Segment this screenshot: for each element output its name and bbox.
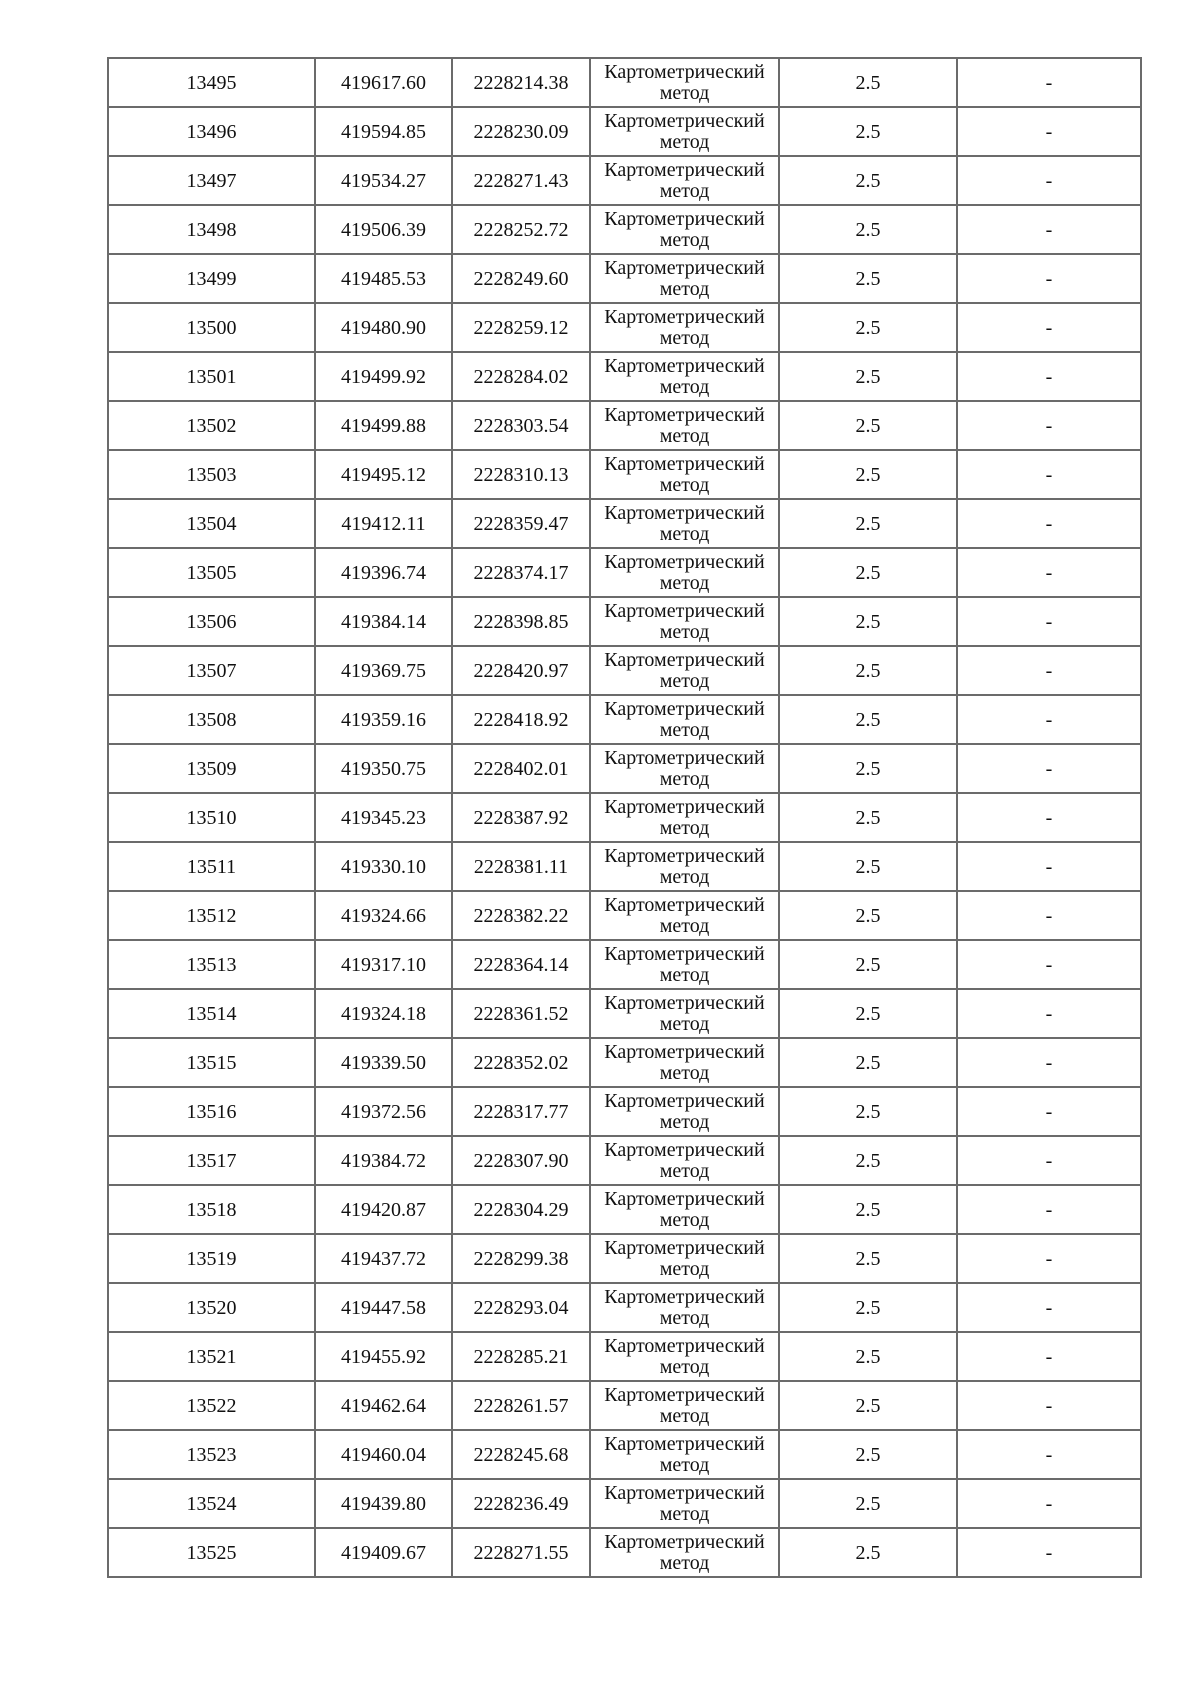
x-coordinate-cell: 419350.75 <box>315 744 452 793</box>
x-coordinate-cell: 419384.72 <box>315 1136 452 1185</box>
method-text-line2: метод <box>659 620 710 643</box>
table-row <box>108 1381 1141 1430</box>
method-text-line2: метод <box>659 914 710 937</box>
method-text-line2: метод <box>659 228 710 251</box>
method-text-line1: Картометрический <box>604 746 765 769</box>
table-row <box>108 646 1141 695</box>
accuracy-cell: 2.5 <box>779 940 957 989</box>
method-text-line1: Картометрический <box>604 697 765 720</box>
method-text-line1: Картометрический <box>604 991 765 1014</box>
note-cell: - <box>957 450 1141 499</box>
point-number-cell: 13496 <box>108 107 315 156</box>
y-coordinate-cell: 2228381.11 <box>452 842 590 891</box>
table-row <box>108 1185 1141 1234</box>
point-number-cell: 13512 <box>108 891 315 940</box>
point-number-cell: 13521 <box>108 1332 315 1381</box>
accuracy-cell: 2.5 <box>779 1479 957 1528</box>
method-text-line2: метод <box>659 1551 710 1574</box>
y-coordinate-cell: 2228236.49 <box>452 1479 590 1528</box>
method-text-line2: метод <box>659 571 710 594</box>
accuracy-cell: 2.5 <box>779 548 957 597</box>
accuracy-cell: 2.5 <box>779 793 957 842</box>
accuracy-cell: 2.5 <box>779 695 957 744</box>
y-coordinate-cell: 2228418.92 <box>452 695 590 744</box>
point-number-cell: 13497 <box>108 156 315 205</box>
x-coordinate-cell: 419384.14 <box>315 597 452 646</box>
method-text-line1: Картометрический <box>604 109 765 132</box>
y-coordinate-cell: 2228361.52 <box>452 989 590 1038</box>
method-cell <box>590 1381 779 1430</box>
x-coordinate-cell: 419534.27 <box>315 156 452 205</box>
point-number-cell: 13505 <box>108 548 315 597</box>
method-text-line2: метод <box>659 1257 710 1280</box>
method-cell <box>590 1332 779 1381</box>
point-number-cell: 13498 <box>108 205 315 254</box>
accuracy-cell: 2.5 <box>779 499 957 548</box>
x-coordinate-cell: 419437.72 <box>315 1234 452 1283</box>
x-coordinate-cell: 419447.58 <box>315 1283 452 1332</box>
x-coordinate-cell: 419462.64 <box>315 1381 452 1430</box>
method-text-line2: метод <box>659 1306 710 1329</box>
accuracy-cell: 2.5 <box>779 989 957 1038</box>
method-text-line2: метод <box>659 1502 710 1525</box>
table-row <box>108 695 1141 744</box>
accuracy-cell: 2.5 <box>779 107 957 156</box>
table-row <box>108 254 1141 303</box>
method-text-line1: Картометрический <box>604 1481 765 1504</box>
method-text-line2: метод <box>659 473 710 496</box>
method-cell <box>590 352 779 401</box>
method-text-line1: Картометрический <box>604 60 765 83</box>
method-text-line1: Картометрический <box>604 158 765 181</box>
method-text-line1: Картометрический <box>604 1432 765 1455</box>
method-cell <box>590 254 779 303</box>
method-text-line1: Картометрический <box>604 354 765 377</box>
point-number-cell: 13511 <box>108 842 315 891</box>
point-number-cell: 13514 <box>108 989 315 1038</box>
method-text-line2: метод <box>659 81 710 104</box>
point-number-cell: 13517 <box>108 1136 315 1185</box>
y-coordinate-cell: 2228398.85 <box>452 597 590 646</box>
note-cell: - <box>957 646 1141 695</box>
note-cell: - <box>957 156 1141 205</box>
point-number-cell: 13504 <box>108 499 315 548</box>
x-coordinate-cell: 419439.80 <box>315 1479 452 1528</box>
x-coordinate-cell: 419594.85 <box>315 107 452 156</box>
note-cell: - <box>957 1332 1141 1381</box>
method-cell <box>590 303 779 352</box>
method-text-line2: метод <box>659 1404 710 1427</box>
y-coordinate-cell: 2228364.14 <box>452 940 590 989</box>
method-cell <box>590 1528 779 1577</box>
method-text-line1: Картометрический <box>604 452 765 475</box>
accuracy-cell: 2.5 <box>779 1136 957 1185</box>
x-coordinate-cell: 419506.39 <box>315 205 452 254</box>
note-cell: - <box>957 1430 1141 1479</box>
point-number-cell: 13524 <box>108 1479 315 1528</box>
y-coordinate-cell: 2228293.04 <box>452 1283 590 1332</box>
table-row <box>108 1038 1141 1087</box>
y-coordinate-cell: 2228271.43 <box>452 156 590 205</box>
point-number-cell: 13516 <box>108 1087 315 1136</box>
table-row <box>108 1528 1141 1577</box>
accuracy-cell: 2.5 <box>779 597 957 646</box>
note-cell: - <box>957 1234 1141 1283</box>
x-coordinate-cell: 419420.87 <box>315 1185 452 1234</box>
table-row <box>108 1479 1141 1528</box>
table-row <box>108 891 1141 940</box>
method-text-line2: метод <box>659 1110 710 1133</box>
accuracy-cell: 2.5 <box>779 891 957 940</box>
y-coordinate-cell: 2228261.57 <box>452 1381 590 1430</box>
table-row <box>108 597 1141 646</box>
note-cell: - <box>957 254 1141 303</box>
table-row <box>108 107 1141 156</box>
note-cell: - <box>957 58 1141 107</box>
method-cell <box>590 1136 779 1185</box>
x-coordinate-cell: 419412.11 <box>315 499 452 548</box>
y-coordinate-cell: 2228387.92 <box>452 793 590 842</box>
y-coordinate-cell: 2228402.01 <box>452 744 590 793</box>
method-text-line1: Картометрический <box>604 1040 765 1063</box>
note-cell: - <box>957 695 1141 744</box>
y-coordinate-cell: 2228271.55 <box>452 1528 590 1577</box>
table-row <box>108 401 1141 450</box>
method-cell <box>590 1038 779 1087</box>
y-coordinate-cell: 2228249.60 <box>452 254 590 303</box>
y-coordinate-cell: 2228382.22 <box>452 891 590 940</box>
x-coordinate-cell: 419617.60 <box>315 58 452 107</box>
accuracy-cell: 2.5 <box>779 1381 957 1430</box>
accuracy-cell: 2.5 <box>779 156 957 205</box>
table-row <box>108 450 1141 499</box>
y-coordinate-cell: 2228374.17 <box>452 548 590 597</box>
x-coordinate-cell: 419324.66 <box>315 891 452 940</box>
note-cell: - <box>957 1185 1141 1234</box>
method-text-line1: Картометрический <box>604 1138 765 1161</box>
note-cell: - <box>957 744 1141 793</box>
method-text-line1: Картометрический <box>604 1334 765 1357</box>
y-coordinate-cell: 2228317.77 <box>452 1087 590 1136</box>
method-text-line1: Картометрический <box>604 1187 765 1210</box>
point-number-cell: 13522 <box>108 1381 315 1430</box>
method-text-line2: метод <box>659 1355 710 1378</box>
y-coordinate-cell: 2228252.72 <box>452 205 590 254</box>
table-row <box>108 58 1141 107</box>
method-text-line2: метод <box>659 816 710 839</box>
method-text-line2: метод <box>659 1012 710 1035</box>
x-coordinate-cell: 419372.56 <box>315 1087 452 1136</box>
method-text-line2: метод <box>659 767 710 790</box>
table-row <box>108 842 1141 891</box>
method-text-line1: Картометрический <box>604 550 765 573</box>
table-row <box>108 499 1141 548</box>
method-cell <box>590 646 779 695</box>
point-number-cell: 13520 <box>108 1283 315 1332</box>
accuracy-cell: 2.5 <box>779 254 957 303</box>
method-cell <box>590 695 779 744</box>
point-number-cell: 13518 <box>108 1185 315 1234</box>
y-coordinate-cell: 2228303.54 <box>452 401 590 450</box>
method-cell <box>590 744 779 793</box>
y-coordinate-cell: 2228310.13 <box>452 450 590 499</box>
method-text-line2: метод <box>659 1159 710 1182</box>
table-row <box>108 156 1141 205</box>
note-cell: - <box>957 940 1141 989</box>
note-cell: - <box>957 499 1141 548</box>
accuracy-cell: 2.5 <box>779 842 957 891</box>
method-cell <box>590 1479 779 1528</box>
point-number-cell: 13519 <box>108 1234 315 1283</box>
accuracy-cell: 2.5 <box>779 1185 957 1234</box>
method-text-line1: Картометрический <box>604 893 765 916</box>
note-cell: - <box>957 1087 1141 1136</box>
table-row <box>108 940 1141 989</box>
note-cell: - <box>957 1479 1141 1528</box>
table-row <box>108 1283 1141 1332</box>
y-coordinate-cell: 2228214.38 <box>452 58 590 107</box>
x-coordinate-cell: 419339.50 <box>315 1038 452 1087</box>
y-coordinate-cell: 2228359.47 <box>452 499 590 548</box>
table-row <box>108 205 1141 254</box>
accuracy-cell: 2.5 <box>779 744 957 793</box>
accuracy-cell: 2.5 <box>779 1528 957 1577</box>
y-coordinate-cell: 2228230.09 <box>452 107 590 156</box>
method-text-line1: Картометрический <box>604 305 765 328</box>
note-cell: - <box>957 1381 1141 1430</box>
method-cell <box>590 450 779 499</box>
y-coordinate-cell: 2228299.38 <box>452 1234 590 1283</box>
y-coordinate-cell: 2228420.97 <box>452 646 590 695</box>
note-cell: - <box>957 401 1141 450</box>
accuracy-cell: 2.5 <box>779 401 957 450</box>
method-text-line2: метод <box>659 326 710 349</box>
y-coordinate-cell: 2228259.12 <box>452 303 590 352</box>
method-text-line2: метод <box>659 277 710 300</box>
accuracy-cell: 2.5 <box>779 1332 957 1381</box>
note-cell: - <box>957 303 1141 352</box>
x-coordinate-cell: 419480.90 <box>315 303 452 352</box>
point-number-cell: 13506 <box>108 597 315 646</box>
method-text-line1: Картометрический <box>604 256 765 279</box>
x-coordinate-cell: 419495.12 <box>315 450 452 499</box>
method-cell <box>590 205 779 254</box>
method-text-line2: метод <box>659 1453 710 1476</box>
note-cell: - <box>957 891 1141 940</box>
point-number-cell: 13499 <box>108 254 315 303</box>
method-text-line2: метод <box>659 522 710 545</box>
method-cell <box>590 891 779 940</box>
accuracy-cell: 2.5 <box>779 1234 957 1283</box>
method-text-line2: метод <box>659 375 710 398</box>
coordinates-table <box>107 57 1142 1578</box>
method-cell <box>590 58 779 107</box>
method-text-line1: Картометрический <box>604 1285 765 1308</box>
y-coordinate-cell: 2228284.02 <box>452 352 590 401</box>
note-cell: - <box>957 548 1141 597</box>
method-text-line1: Картометрический <box>604 501 765 524</box>
accuracy-cell: 2.5 <box>779 1283 957 1332</box>
note-cell: - <box>957 793 1141 842</box>
x-coordinate-cell: 419317.10 <box>315 940 452 989</box>
method-text-line1: Картометрический <box>604 207 765 230</box>
y-coordinate-cell: 2228352.02 <box>452 1038 590 1087</box>
method-text-line1: Картометрический <box>604 795 765 818</box>
method-text-line2: метод <box>659 179 710 202</box>
note-cell: - <box>957 842 1141 891</box>
accuracy-cell: 2.5 <box>779 1430 957 1479</box>
point-number-cell: 13500 <box>108 303 315 352</box>
x-coordinate-cell: 419345.23 <box>315 793 452 842</box>
y-coordinate-cell: 2228307.90 <box>452 1136 590 1185</box>
table-row <box>108 793 1141 842</box>
table-row <box>108 303 1141 352</box>
accuracy-cell: 2.5 <box>779 646 957 695</box>
x-coordinate-cell: 419330.10 <box>315 842 452 891</box>
method-text-line2: метод <box>659 1208 710 1231</box>
x-coordinate-cell: 419359.16 <box>315 695 452 744</box>
point-number-cell: 13501 <box>108 352 315 401</box>
accuracy-cell: 2.5 <box>779 58 957 107</box>
method-text-line1: Картометрический <box>604 403 765 426</box>
table-row <box>108 352 1141 401</box>
x-coordinate-cell: 419396.74 <box>315 548 452 597</box>
note-cell: - <box>957 597 1141 646</box>
x-coordinate-cell: 419485.53 <box>315 254 452 303</box>
y-coordinate-cell: 2228304.29 <box>452 1185 590 1234</box>
x-coordinate-cell: 419499.88 <box>315 401 452 450</box>
point-number-cell: 13502 <box>108 401 315 450</box>
method-text-line1: Картометрический <box>604 648 765 671</box>
y-coordinate-cell: 2228285.21 <box>452 1332 590 1381</box>
accuracy-cell: 2.5 <box>779 205 957 254</box>
table-row <box>108 1087 1141 1136</box>
method-cell <box>590 1283 779 1332</box>
point-number-cell: 13509 <box>108 744 315 793</box>
y-coordinate-cell: 2228245.68 <box>452 1430 590 1479</box>
method-cell <box>590 107 779 156</box>
method-text-line1: Картометрический <box>604 1383 765 1406</box>
point-number-cell: 13495 <box>108 58 315 107</box>
method-cell <box>590 842 779 891</box>
method-text-line2: метод <box>659 963 710 986</box>
accuracy-cell: 2.5 <box>779 1038 957 1087</box>
x-coordinate-cell: 419409.67 <box>315 1528 452 1577</box>
table-row <box>108 744 1141 793</box>
point-number-cell: 13510 <box>108 793 315 842</box>
note-cell: - <box>957 352 1141 401</box>
point-number-cell: 13503 <box>108 450 315 499</box>
note-cell: - <box>957 1136 1141 1185</box>
method-cell <box>590 401 779 450</box>
x-coordinate-cell: 419499.92 <box>315 352 452 401</box>
method-text-line2: метод <box>659 424 710 447</box>
note-cell: - <box>957 107 1141 156</box>
method-cell <box>590 989 779 1038</box>
method-cell <box>590 793 779 842</box>
method-cell <box>590 1234 779 1283</box>
note-cell: - <box>957 205 1141 254</box>
note-cell: - <box>957 1528 1141 1577</box>
method-cell <box>590 940 779 989</box>
table-row <box>108 1136 1141 1185</box>
method-text-line2: метод <box>659 130 710 153</box>
table-row <box>108 548 1141 597</box>
method-text-line2: метод <box>659 865 710 888</box>
accuracy-cell: 2.5 <box>779 450 957 499</box>
method-text-line2: метод <box>659 1061 710 1084</box>
method-text-line2: метод <box>659 669 710 692</box>
point-number-cell: 13525 <box>108 1528 315 1577</box>
accuracy-cell: 2.5 <box>779 352 957 401</box>
method-cell <box>590 597 779 646</box>
table-row <box>108 1332 1141 1381</box>
point-number-cell: 13513 <box>108 940 315 989</box>
method-text-line1: Картометрический <box>604 844 765 867</box>
x-coordinate-cell: 419460.04 <box>315 1430 452 1479</box>
method-text-line1: Картометрический <box>604 599 765 622</box>
method-text-line2: метод <box>659 718 710 741</box>
table-row <box>108 1430 1141 1479</box>
accuracy-cell: 2.5 <box>779 303 957 352</box>
x-coordinate-cell: 419324.18 <box>315 989 452 1038</box>
method-text-line1: Картометрический <box>604 1530 765 1553</box>
method-cell <box>590 1087 779 1136</box>
note-cell: - <box>957 1283 1141 1332</box>
method-cell <box>590 1185 779 1234</box>
note-cell: - <box>957 1038 1141 1087</box>
method-text-line1: Картометрический <box>604 942 765 965</box>
coordinates-table-body <box>108 58 1141 1577</box>
x-coordinate-cell: 419455.92 <box>315 1332 452 1381</box>
method-cell <box>590 499 779 548</box>
method-cell <box>590 1430 779 1479</box>
method-text-line1: Картометрический <box>604 1236 765 1259</box>
method-text-line1: Картометрический <box>604 1089 765 1112</box>
point-number-cell: 13508 <box>108 695 315 744</box>
point-number-cell: 13515 <box>108 1038 315 1087</box>
point-number-cell: 13507 <box>108 646 315 695</box>
table-row <box>108 989 1141 1038</box>
accuracy-cell: 2.5 <box>779 1087 957 1136</box>
method-cell <box>590 156 779 205</box>
x-coordinate-cell: 419369.75 <box>315 646 452 695</box>
point-number-cell: 13523 <box>108 1430 315 1479</box>
table-row <box>108 1234 1141 1283</box>
method-cell <box>590 548 779 597</box>
note-cell: - <box>957 989 1141 1038</box>
